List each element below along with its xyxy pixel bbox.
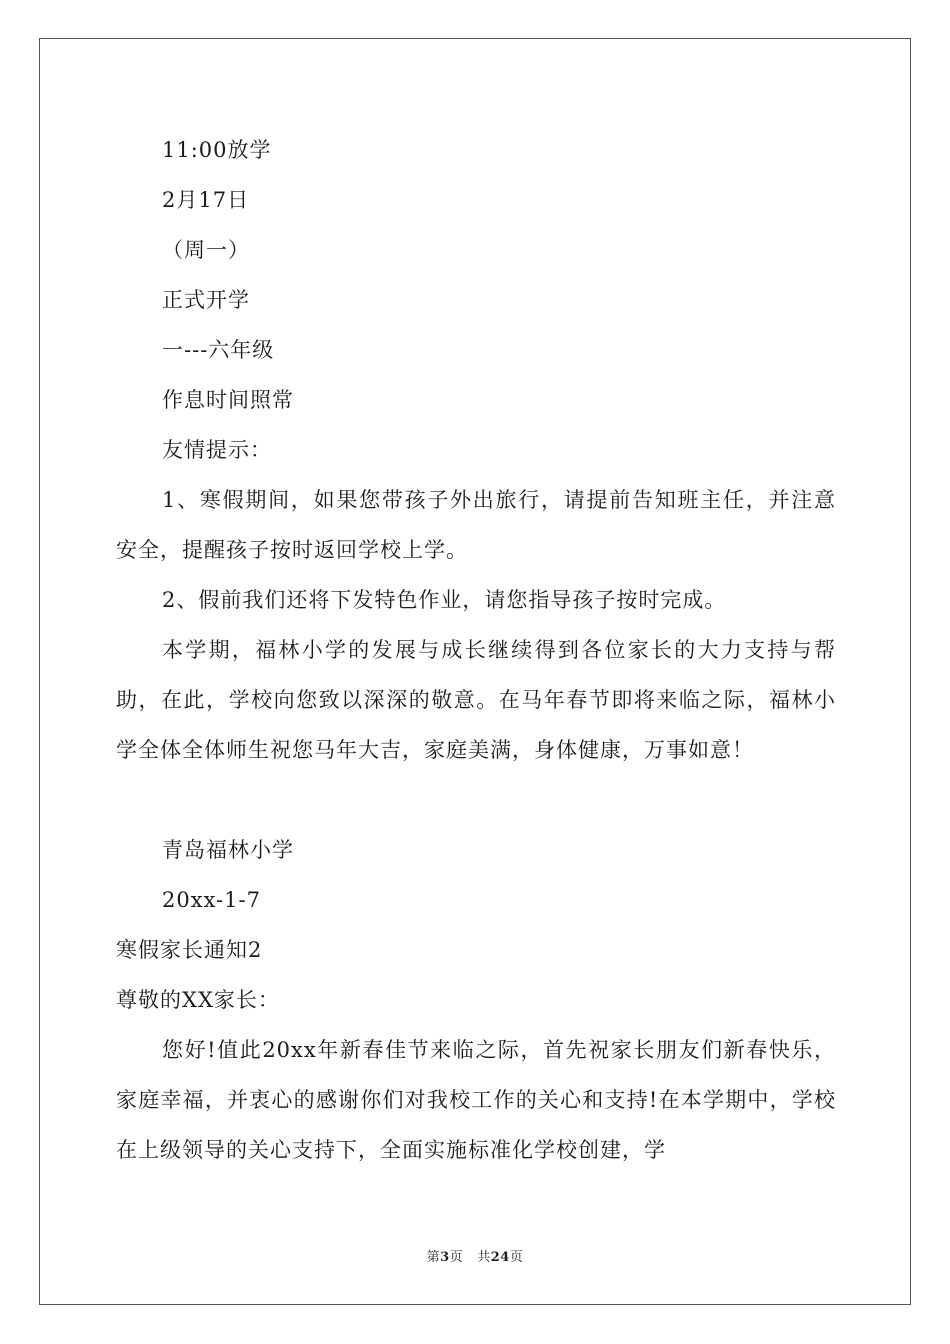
text-line: 一---六年级: [162, 338, 275, 362]
footer-prefix: 第: [426, 1250, 441, 1265]
paragraph: 2、假前我们还将下发特色作业，请您指导孩子按时完成。: [162, 588, 727, 612]
paragraph: 您好!值此20xx年新春佳节来临之际，首先祝家长朋友们新春快乐，家庭幸福，并衷心的感谢你们对我校工作的关心和支持!在本学期中，学校在上级领导的关心支持下，全面实施标准化学校创建，学: [116, 1038, 836, 1162]
text-line: 青岛福林小学: [162, 838, 294, 862]
text-line: 正式开学: [162, 288, 250, 312]
footer-total-prefix: 共: [477, 1250, 491, 1265]
text-line: 2月17日: [162, 188, 250, 212]
paragraph: 本学期，福林小学的发展与成长继续得到各位家长的大力支持与帮助，在此，学校向您致以深深的敬意。在马年春节即将来临之际，福林小学全体全体师生祝您马年大吉，家庭美满，身体健康，万事如意！: [116, 638, 836, 762]
text-line: 20xx-1-7: [162, 888, 261, 912]
text-line: 11:00放学: [162, 138, 272, 162]
text-line: 友情提示：: [162, 438, 272, 462]
footer-suffix: 页: [509, 1250, 524, 1265]
text-line: （周一）: [162, 238, 250, 262]
page-number: 3: [440, 1250, 450, 1265]
page-footer: [0, 1246, 950, 1265]
footer-mid: 页: [449, 1250, 464, 1265]
section-title: 寒假家长通知2: [116, 938, 263, 962]
total-pages: 24: [490, 1250, 510, 1265]
text-line: 作息时间照常: [162, 388, 294, 412]
paragraph: 1、寒假期间，如果您带孩子外出旅行，请提前告知班主任，并注意安全，提醒孩子按时返回学校上学。: [116, 488, 836, 562]
salutation: 尊敬的XX家长：: [116, 988, 280, 1012]
